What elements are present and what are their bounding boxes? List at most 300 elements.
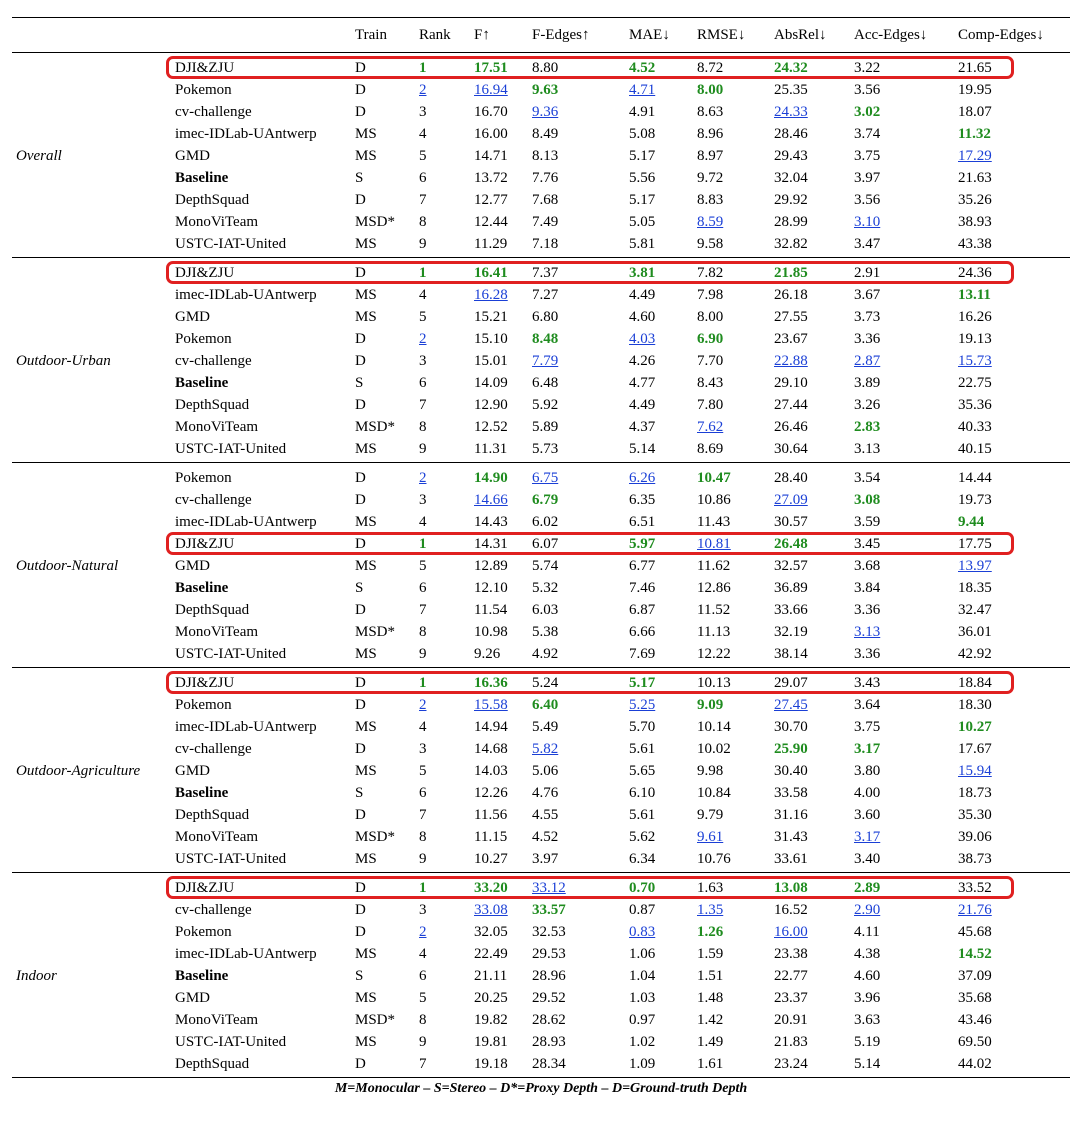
cell-mae: 4.26 bbox=[629, 353, 656, 369]
cell-fedges: 5.82 bbox=[532, 741, 559, 757]
cell-team: USTC-IAT-United bbox=[175, 851, 287, 867]
cell-absrel: 26.18 bbox=[774, 287, 808, 303]
cell-rank: 5 bbox=[419, 763, 427, 779]
cell-f: 22.49 bbox=[474, 946, 508, 962]
cell-absrel: 29.92 bbox=[774, 192, 808, 208]
cell-comp: 10.27 bbox=[958, 719, 992, 735]
cell-comp: 38.73 bbox=[958, 851, 992, 867]
cell-comp: 21.76 bbox=[958, 902, 992, 918]
cell-rmse: 1.26 bbox=[697, 924, 724, 940]
cell-absrel: 21.85 bbox=[774, 265, 808, 281]
table-row bbox=[12, 621, 1070, 643]
cell-rmse: 9.61 bbox=[697, 829, 724, 845]
table-row bbox=[12, 848, 1070, 870]
cell-fedges: 5.89 bbox=[532, 419, 559, 435]
cell-rmse: 9.72 bbox=[697, 170, 724, 186]
cell-fedges: 3.97 bbox=[532, 851, 559, 867]
cell-rank: 2 bbox=[419, 470, 427, 486]
cell-team: Baseline bbox=[175, 580, 229, 596]
cell-fedges: 6.40 bbox=[532, 697, 559, 713]
cell-acc: 3.60 bbox=[854, 807, 881, 823]
cell-rmse: 11.62 bbox=[697, 558, 731, 574]
cell-team: DepthSquad bbox=[175, 602, 250, 618]
cell-mae: 1.02 bbox=[629, 1034, 656, 1050]
table-footnote: M=Monocular – S=Stereo – D*=Proxy Depth – D=Ground-truth Depth bbox=[334, 1081, 748, 1096]
table-row bbox=[12, 328, 1070, 350]
cell-team: DJI&ZJU bbox=[175, 880, 235, 896]
cell-rank: 6 bbox=[419, 170, 427, 186]
table-row bbox=[12, 1031, 1070, 1053]
header-acc-edges: Acc-Edges↓ bbox=[854, 27, 928, 43]
cell-mae: 4.77 bbox=[629, 375, 656, 391]
cell-team: MonoViTeam bbox=[175, 419, 259, 435]
cell-rmse: 1.63 bbox=[697, 880, 724, 896]
cell-f: 14.31 bbox=[474, 536, 508, 552]
cell-rmse: 10.14 bbox=[697, 719, 731, 735]
cell-rmse: 9.79 bbox=[697, 807, 724, 823]
cell-acc: 2.91 bbox=[854, 265, 881, 281]
cell-mae: 0.87 bbox=[629, 902, 656, 918]
cell-rmse: 1.49 bbox=[697, 1034, 724, 1050]
cell-rank: 7 bbox=[419, 397, 427, 413]
cell-fedges: 8.49 bbox=[532, 126, 559, 142]
cell-rmse: 8.43 bbox=[697, 375, 724, 391]
cell-absrel: 22.77 bbox=[774, 968, 808, 984]
cell-absrel: 26.46 bbox=[774, 419, 808, 435]
cell-comp: 42.92 bbox=[958, 646, 992, 662]
cell-train: D bbox=[355, 536, 366, 552]
header-train: Train bbox=[355, 27, 387, 43]
cell-rmse: 8.00 bbox=[697, 82, 724, 98]
cell-fedges: 4.76 bbox=[532, 785, 559, 801]
table-row bbox=[12, 921, 1070, 943]
cell-comp: 43.46 bbox=[958, 1012, 992, 1028]
cell-train: MS bbox=[355, 1034, 377, 1050]
cell-train: D bbox=[355, 470, 366, 486]
cell-acc: 3.02 bbox=[854, 104, 881, 120]
cell-train: MS bbox=[355, 646, 377, 662]
cell-team: Pokemon bbox=[175, 470, 232, 486]
cell-f: 11.15 bbox=[474, 829, 508, 845]
cell-comp: 24.36 bbox=[958, 265, 992, 281]
cell-mae: 4.37 bbox=[629, 419, 656, 435]
cell-mae: 0.97 bbox=[629, 1012, 656, 1028]
cell-mae: 5.14 bbox=[629, 441, 656, 457]
table-row bbox=[12, 372, 1070, 394]
table-row bbox=[12, 350, 1070, 372]
cell-f: 17.51 bbox=[474, 60, 508, 76]
cell-mae: 6.26 bbox=[629, 470, 656, 486]
cell-rmse: 10.86 bbox=[697, 492, 731, 508]
cell-comp: 38.93 bbox=[958, 214, 992, 230]
cell-train: D bbox=[355, 331, 366, 347]
cell-rmse: 8.63 bbox=[697, 104, 724, 120]
cell-rank: 6 bbox=[419, 968, 427, 984]
cell-comp: 40.15 bbox=[958, 441, 992, 457]
cell-f: 14.66 bbox=[474, 492, 508, 508]
cell-fedges: 5.38 bbox=[532, 624, 559, 640]
cell-rank: 3 bbox=[419, 492, 427, 508]
cell-team: imec-IDLab-UAntwerp bbox=[175, 126, 317, 142]
cell-train: MS bbox=[355, 763, 377, 779]
cell-acc: 4.00 bbox=[854, 785, 881, 801]
cell-rank: 6 bbox=[419, 375, 427, 391]
cell-rmse: 8.97 bbox=[697, 148, 724, 164]
cell-rmse: 11.43 bbox=[697, 514, 731, 530]
cell-comp: 39.06 bbox=[958, 829, 992, 845]
cell-rank: 8 bbox=[419, 214, 427, 230]
cell-absrel: 28.99 bbox=[774, 214, 808, 230]
cell-comp: 18.30 bbox=[958, 697, 992, 713]
cell-rank: 2 bbox=[419, 82, 427, 98]
cell-team: Baseline bbox=[175, 785, 229, 801]
cell-fedges: 5.24 bbox=[532, 675, 559, 691]
cell-absrel: 32.19 bbox=[774, 624, 808, 640]
cell-comp: 37.09 bbox=[958, 968, 992, 984]
cell-acc: 2.90 bbox=[854, 902, 881, 918]
cell-team: imec-IDLab-UAntwerp bbox=[175, 514, 317, 530]
cell-mae: 1.09 bbox=[629, 1056, 656, 1072]
cell-fedges: 9.36 bbox=[532, 104, 559, 120]
cell-rank: 2 bbox=[419, 331, 427, 347]
cell-team: Pokemon bbox=[175, 924, 232, 940]
cell-acc: 3.75 bbox=[854, 719, 881, 735]
cell-train: MSD* bbox=[355, 419, 396, 435]
cell-team: DepthSquad bbox=[175, 192, 250, 208]
cell-team: USTC-IAT-United bbox=[175, 646, 287, 662]
cell-f: 12.52 bbox=[474, 419, 508, 435]
table-row bbox=[12, 211, 1070, 233]
cell-f: 14.90 bbox=[474, 470, 508, 486]
table-row bbox=[12, 738, 1070, 760]
cell-mae: 5.61 bbox=[629, 807, 656, 823]
cell-train: D bbox=[355, 902, 366, 918]
cell-fedges: 33.12 bbox=[532, 880, 566, 896]
cell-rank: 9 bbox=[419, 646, 427, 662]
cell-rmse: 10.47 bbox=[697, 470, 731, 486]
cell-f: 14.68 bbox=[474, 741, 508, 757]
cell-team: DJI&ZJU bbox=[175, 675, 235, 691]
cell-fedges: 5.92 bbox=[532, 397, 559, 413]
cell-absrel: 27.44 bbox=[774, 397, 808, 413]
cell-rmse: 7.70 bbox=[697, 353, 724, 369]
cell-comp: 16.26 bbox=[958, 309, 992, 325]
cell-acc: 3.10 bbox=[854, 214, 881, 230]
cell-train: MS bbox=[355, 236, 377, 252]
cell-f: 14.43 bbox=[474, 514, 508, 530]
cell-acc: 3.36 bbox=[854, 331, 881, 347]
cell-rank: 8 bbox=[419, 1012, 427, 1028]
cell-rmse: 10.84 bbox=[697, 785, 731, 801]
cell-rank: 9 bbox=[419, 236, 427, 252]
cell-train: MS bbox=[355, 946, 377, 962]
cell-absrel: 30.70 bbox=[774, 719, 808, 735]
cell-mae: 5.61 bbox=[629, 741, 656, 757]
cell-mae: 5.97 bbox=[629, 536, 656, 552]
section-indoor bbox=[12, 873, 1070, 1077]
cell-mae: 5.81 bbox=[629, 236, 656, 252]
cell-fedges: 4.52 bbox=[532, 829, 559, 845]
cell-comp: 19.13 bbox=[958, 331, 992, 347]
cell-fedges: 6.75 bbox=[532, 470, 559, 486]
cell-acc: 3.40 bbox=[854, 851, 881, 867]
cell-mae: 4.60 bbox=[629, 309, 656, 325]
cell-train: D bbox=[355, 265, 366, 281]
cell-mae: 7.69 bbox=[629, 646, 656, 662]
cell-train: D bbox=[355, 82, 366, 98]
cell-train: D bbox=[355, 807, 366, 823]
cell-rank: 6 bbox=[419, 785, 427, 801]
cell-rmse: 10.13 bbox=[697, 675, 731, 691]
cell-fedges: 4.92 bbox=[532, 646, 559, 662]
table-row bbox=[12, 101, 1070, 123]
cell-acc: 5.14 bbox=[854, 1056, 881, 1072]
cell-absrel: 23.38 bbox=[774, 946, 808, 962]
cell-f: 16.41 bbox=[474, 265, 508, 281]
section-outdoor-agriculture bbox=[12, 668, 1070, 872]
cell-rank: 1 bbox=[419, 536, 427, 552]
highlight-box bbox=[166, 532, 1014, 555]
cell-f: 11.29 bbox=[474, 236, 508, 252]
cell-absrel: 31.16 bbox=[774, 807, 808, 823]
cell-rmse: 9.98 bbox=[697, 763, 724, 779]
cell-comp: 69.50 bbox=[958, 1034, 992, 1050]
cell-team: Baseline bbox=[175, 968, 229, 984]
cell-mae: 5.65 bbox=[629, 763, 656, 779]
cell-fedges: 6.02 bbox=[532, 514, 559, 530]
cell-comp: 35.30 bbox=[958, 807, 992, 823]
cell-absrel: 13.08 bbox=[774, 880, 808, 896]
cell-mae: 6.10 bbox=[629, 785, 656, 801]
header-rank: Rank bbox=[419, 27, 451, 43]
cell-acc: 3.36 bbox=[854, 646, 881, 662]
cell-rmse: 7.82 bbox=[697, 265, 724, 281]
cell-absrel: 30.40 bbox=[774, 763, 808, 779]
cell-mae: 4.03 bbox=[629, 331, 656, 347]
cell-absrel: 23.24 bbox=[774, 1056, 808, 1072]
cell-acc: 3.17 bbox=[854, 741, 881, 757]
group-label: Indoor bbox=[16, 968, 57, 984]
cell-train: MS bbox=[355, 441, 377, 457]
cell-comp: 19.73 bbox=[958, 492, 992, 508]
cell-mae: 6.34 bbox=[629, 851, 656, 867]
cell-f: 12.26 bbox=[474, 785, 508, 801]
cell-rank: 4 bbox=[419, 514, 427, 530]
cell-fedges: 9.63 bbox=[532, 82, 559, 98]
cell-fedges: 28.96 bbox=[532, 968, 566, 984]
cell-team: cv-challenge bbox=[175, 492, 252, 508]
cell-fedges: 28.93 bbox=[532, 1034, 566, 1050]
cell-team: imec-IDLab-UAntwerp bbox=[175, 287, 317, 303]
highlight-box bbox=[166, 671, 1014, 694]
section-outdoor-natural bbox=[12, 463, 1070, 667]
cell-rank: 3 bbox=[419, 741, 427, 757]
cell-comp: 45.68 bbox=[958, 924, 992, 940]
cell-absrel: 32.82 bbox=[774, 236, 808, 252]
cell-absrel: 33.61 bbox=[774, 851, 808, 867]
cell-fedges: 7.79 bbox=[532, 353, 559, 369]
cell-mae: 1.03 bbox=[629, 990, 656, 1006]
cell-rank: 4 bbox=[419, 946, 427, 962]
cell-rmse: 7.98 bbox=[697, 287, 724, 303]
cell-comp: 17.29 bbox=[958, 148, 992, 164]
table-row bbox=[12, 826, 1070, 848]
group-label: Outdoor-Natural bbox=[16, 558, 119, 574]
cell-absrel: 21.83 bbox=[774, 1034, 808, 1050]
cell-f: 12.10 bbox=[474, 580, 508, 596]
cell-comp: 14.44 bbox=[958, 470, 992, 486]
table-row bbox=[12, 899, 1070, 921]
cell-fedges: 7.49 bbox=[532, 214, 559, 230]
cell-rank: 5 bbox=[419, 558, 427, 574]
cell-mae: 5.17 bbox=[629, 675, 656, 691]
cell-acc: 3.26 bbox=[854, 397, 881, 413]
cell-absrel: 25.90 bbox=[774, 741, 808, 757]
cell-rank: 8 bbox=[419, 419, 427, 435]
cell-train: D bbox=[355, 1056, 366, 1072]
cell-comp: 22.75 bbox=[958, 375, 992, 391]
cell-f: 9.26 bbox=[474, 646, 501, 662]
cell-fedges: 29.53 bbox=[532, 946, 566, 962]
table-row bbox=[12, 123, 1070, 145]
table-row bbox=[12, 760, 1070, 782]
cell-mae: 0.70 bbox=[629, 880, 656, 896]
table-row bbox=[12, 467, 1070, 489]
cell-train: MS bbox=[355, 719, 377, 735]
header-rmse: RMSE↓ bbox=[697, 27, 746, 43]
cell-rmse: 9.09 bbox=[697, 697, 724, 713]
table-row bbox=[12, 987, 1070, 1009]
cell-absrel: 24.33 bbox=[774, 104, 808, 120]
cell-absrel: 31.43 bbox=[774, 829, 808, 845]
cell-fedges: 6.80 bbox=[532, 309, 559, 325]
cell-absrel: 26.48 bbox=[774, 536, 808, 552]
cell-mae: 4.52 bbox=[629, 60, 656, 76]
table-row bbox=[12, 145, 1070, 167]
cell-f: 19.18 bbox=[474, 1056, 508, 1072]
cell-absrel: 36.89 bbox=[774, 580, 808, 596]
cell-f: 11.31 bbox=[474, 441, 508, 457]
cell-acc: 3.59 bbox=[854, 514, 881, 530]
cell-rank: 1 bbox=[419, 880, 427, 896]
cell-train: MS bbox=[355, 126, 377, 142]
cell-rank: 9 bbox=[419, 441, 427, 457]
cell-rmse: 8.59 bbox=[697, 214, 724, 230]
cell-comp: 18.84 bbox=[958, 675, 992, 691]
cell-acc: 2.87 bbox=[854, 353, 881, 369]
cell-team: imec-IDLab-UAntwerp bbox=[175, 946, 317, 962]
cell-absrel: 29.43 bbox=[774, 148, 808, 164]
cell-train: S bbox=[355, 968, 364, 984]
cell-comp: 14.52 bbox=[958, 946, 992, 962]
cell-rank: 7 bbox=[419, 192, 427, 208]
cell-acc: 3.96 bbox=[854, 990, 881, 1006]
cell-mae: 5.17 bbox=[629, 192, 656, 208]
cell-acc: 3.13 bbox=[854, 441, 881, 457]
cell-comp: 33.52 bbox=[958, 880, 992, 896]
cell-rank: 8 bbox=[419, 829, 427, 845]
cell-rank: 1 bbox=[419, 675, 427, 691]
cell-acc: 3.97 bbox=[854, 170, 881, 186]
cell-train: S bbox=[355, 785, 364, 801]
table-row bbox=[12, 804, 1070, 826]
cell-acc: 3.47 bbox=[854, 236, 881, 252]
table-row bbox=[12, 577, 1070, 599]
cell-team: cv-challenge bbox=[175, 741, 252, 757]
cell-fedges: 28.34 bbox=[532, 1056, 566, 1072]
cell-mae: 3.81 bbox=[629, 265, 656, 281]
header-f-edges: F-Edges↑ bbox=[532, 27, 590, 43]
cell-rmse: 1.48 bbox=[697, 990, 724, 1006]
cell-rmse: 1.59 bbox=[697, 946, 724, 962]
cell-mae: 7.46 bbox=[629, 580, 656, 596]
cell-fedges: 6.48 bbox=[532, 375, 559, 391]
cell-fedges: 28.62 bbox=[532, 1012, 566, 1028]
cell-f: 12.44 bbox=[474, 214, 508, 230]
cell-rmse: 10.81 bbox=[697, 536, 731, 552]
cell-rmse: 11.13 bbox=[697, 624, 731, 640]
header-f: F↑ bbox=[474, 27, 490, 43]
cell-mae: 5.08 bbox=[629, 126, 656, 142]
cell-mae: 6.77 bbox=[629, 558, 656, 574]
cell-rmse: 9.58 bbox=[697, 236, 724, 252]
cell-team: USTC-IAT-United bbox=[175, 441, 287, 457]
cell-comp: 18.35 bbox=[958, 580, 992, 596]
cell-comp: 11.32 bbox=[958, 126, 991, 142]
cell-mae: 6.35 bbox=[629, 492, 656, 508]
table-row bbox=[12, 643, 1070, 665]
cell-rmse: 7.80 bbox=[697, 397, 724, 413]
cell-acc: 4.60 bbox=[854, 968, 881, 984]
cell-comp: 21.65 bbox=[958, 60, 992, 76]
group-label: Overall bbox=[16, 148, 62, 164]
cell-fedges: 6.03 bbox=[532, 602, 559, 618]
cell-rank: 7 bbox=[419, 807, 427, 823]
cell-fedges: 7.18 bbox=[532, 236, 559, 252]
group-label: Outdoor-Urban bbox=[16, 353, 111, 369]
cell-comp: 18.07 bbox=[958, 104, 992, 120]
cell-rank: 1 bbox=[419, 265, 427, 281]
cell-f: 32.05 bbox=[474, 924, 508, 940]
cell-acc: 3.17 bbox=[854, 829, 881, 845]
cell-comp: 35.36 bbox=[958, 397, 992, 413]
highlight-box bbox=[166, 876, 1014, 899]
cell-team: cv-challenge bbox=[175, 104, 252, 120]
cell-rank: 2 bbox=[419, 924, 427, 940]
cell-rmse: 8.00 bbox=[697, 309, 724, 325]
cell-absrel: 30.64 bbox=[774, 441, 808, 457]
cell-train: D bbox=[355, 602, 366, 618]
cell-acc: 3.80 bbox=[854, 763, 881, 779]
cell-comp: 40.33 bbox=[958, 419, 992, 435]
cell-rank: 7 bbox=[419, 1056, 427, 1072]
cell-train: MS bbox=[355, 990, 377, 1006]
cell-absrel: 16.00 bbox=[774, 924, 808, 940]
cell-mae: 1.04 bbox=[629, 968, 656, 984]
cell-rank: 4 bbox=[419, 126, 427, 142]
cell-absrel: 32.04 bbox=[774, 170, 808, 186]
cell-comp: 13.11 bbox=[958, 287, 991, 303]
section-outdoor-urban bbox=[12, 258, 1070, 462]
cell-train: D bbox=[355, 104, 366, 120]
cell-mae: 6.87 bbox=[629, 602, 656, 618]
cell-fedges: 4.55 bbox=[532, 807, 559, 823]
cell-acc: 3.56 bbox=[854, 192, 881, 208]
cell-acc: 3.73 bbox=[854, 309, 881, 325]
cell-rmse: 1.42 bbox=[697, 1012, 724, 1028]
cell-rmse: 12.86 bbox=[697, 580, 731, 596]
cell-mae: 5.56 bbox=[629, 170, 656, 186]
